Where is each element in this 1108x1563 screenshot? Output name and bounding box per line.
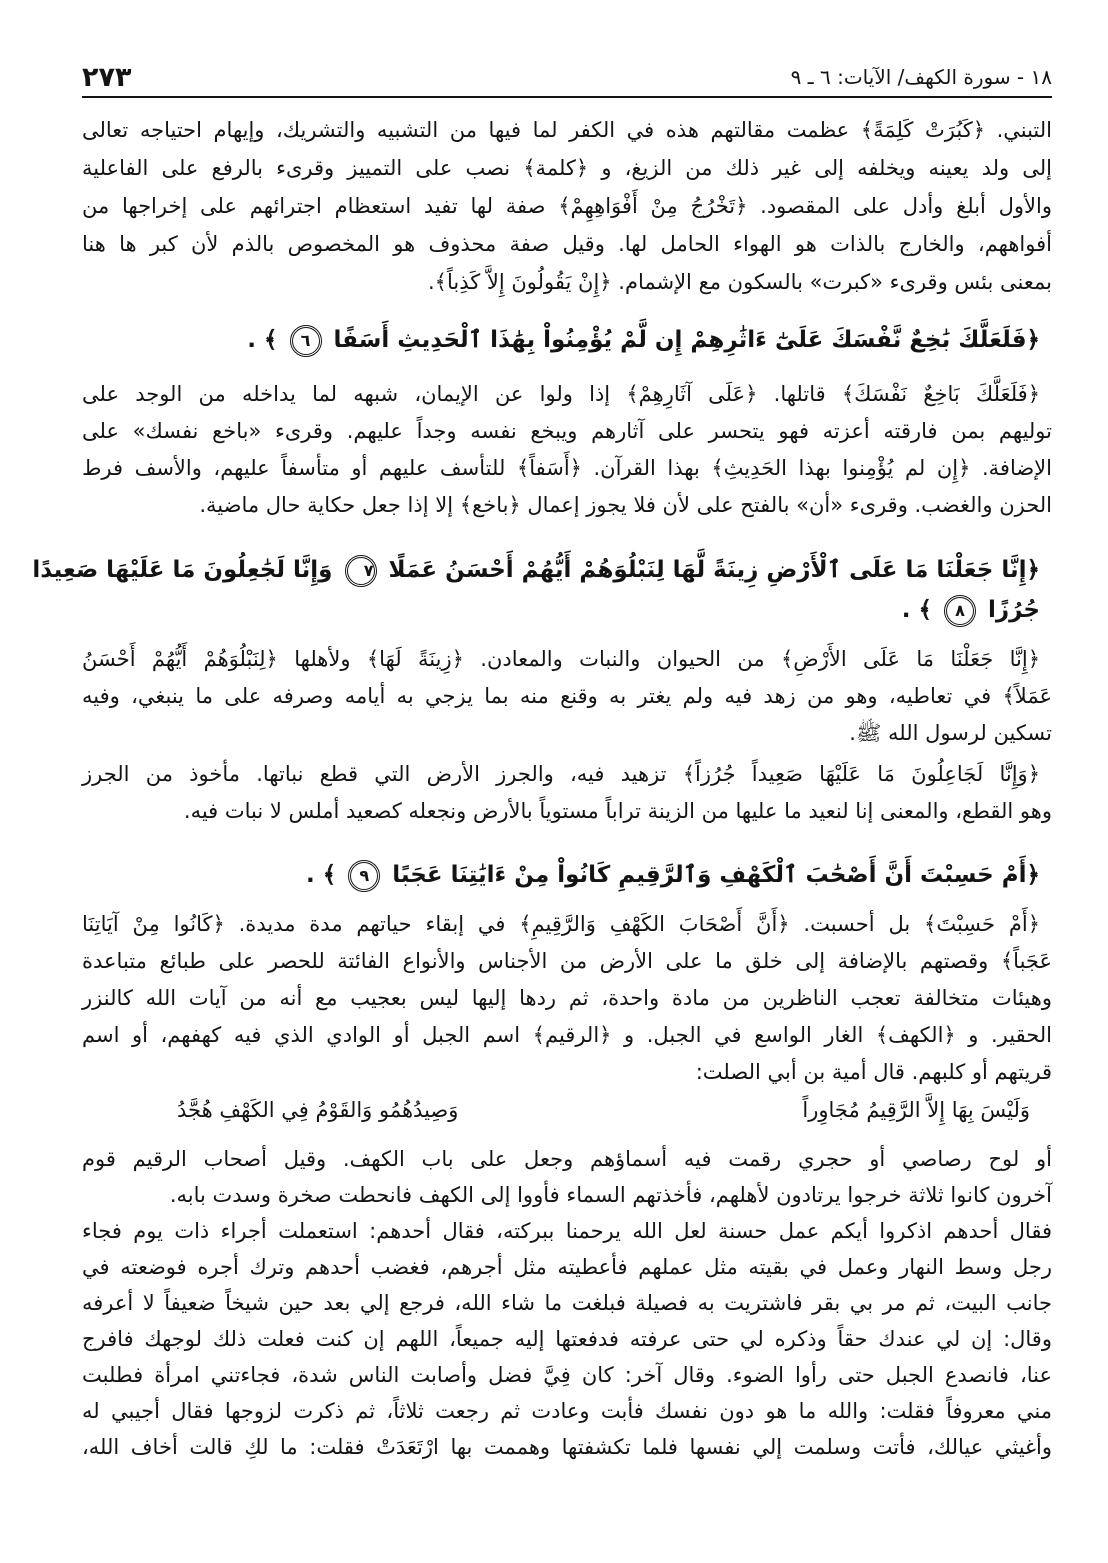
text-line: والأول أبلغ وأدل على المقصود. ﴿تَخْرُجُ مِنْ أَفْوَاهِهِمْ﴾ صفة لها تفيد استعظام اجترائهم على إخراجها من bbox=[82, 194, 1052, 218]
text-line: الحزن والغضب. وقرىء «أن» بالفتح على لأن فلا يجوز إعمال ﴿باخع﴾ إلا إذا جعل حكاية حال ماضية. bbox=[199, 493, 1052, 517]
text-line: عَمَلاً﴾ في تعاطيه، وهو من زهد فيه ولم يغتر به وقنع منه بما يزجي به أيامه وصرفه على ما ينبغي، وفيه bbox=[82, 684, 1052, 708]
text-line: أو لوح رصاصي أو حجري رقمت فيه أسماؤهم وجعل على باب الكهف. وقيل أصحاب الرقيم قوم bbox=[82, 1147, 1052, 1171]
verse-line bbox=[82, 590, 1052, 630]
quran-verse bbox=[32, 550, 1052, 630]
text-line: الإضافة. ﴿إِن لم يُؤْمِنوا بهذا الحَدِيثِ﴾ بهذا القرآن. ﴿أَسَفاً﴾ للتأسف عليهم أو متأسفاً عليهم، والأسف فرط bbox=[82, 456, 1052, 480]
ayah-number-marker: ٧ bbox=[345, 555, 377, 587]
text-line: عنا، فانصدع الجبل حتى رأوا الضوء. وقال آخر: كان فِيَّ فضل وأصابت الناس شدة، فجاءتني امرأة فطلبت bbox=[82, 1363, 1052, 1387]
verse-text: وَإِنَّا لَجَٰعِلُونَ مَا عَلَيْهَا صَعِيدًا bbox=[32, 557, 333, 583]
quran-verse bbox=[82, 317, 1052, 363]
text-line: آخرون كانوا ثلاثة خرجوا يرتادون لأهلهم، فأخذتهم السماء فأووا إلى الكهف فانحطت صخرة وسدت بابه. bbox=[169, 1183, 1052, 1207]
text-line: جانب البيت، ثم مر بي بقر فاشتريت به فصيلة فبلغت ما شاء الله، فرجع إلي بعد حين شيخاً ضعيفاً لا أعرفه bbox=[82, 1291, 1052, 1315]
verse-close: ﴾ . bbox=[247, 327, 278, 353]
ayah-number-marker: ٩ bbox=[348, 860, 380, 892]
text-line: تسكين لرسول الله ﷺ. bbox=[849, 721, 1052, 745]
text-line: وأغيثي عيالك، فأتت وسلمت إلي نفسها فلما تكشفتها وهممت بها ارْتَعَدَتْ فقلت: ما لكِ قالت أخاف الله، bbox=[82, 1435, 1052, 1459]
text-line: وهو القطع، والمعنى إنا لنعيد ما عليها من الزينة تراباً مستوياً بالأرض ونجعله كصعيد أملس لا نبات فيه. bbox=[183, 799, 1052, 823]
verse-text: جُرُزًا bbox=[987, 597, 1040, 623]
verse-close: ﴾ . bbox=[306, 862, 337, 888]
poem-first-hemistich: وَلَيْسَ بِهَا إِلاَّ الرَّقِيمُ مُجَاوِراً bbox=[802, 1098, 1030, 1122]
quran-verse bbox=[82, 852, 1052, 898]
commentary-paragraph bbox=[82, 906, 1052, 1091]
text-line: فقال أحدهم اذكروا أيكم عمل حسنة لعل الله يرحمنا ببركته، فقال أحدهم: استعملت أجراء ذات يوم فجاء bbox=[82, 1219, 1052, 1243]
text-line: وقال: إن لي عندك حقاً وذكره لي حتى عرفته فدفعتها إليه جميعاً، اللهم إن كنت فعلت ذلك لوجهك فافرج bbox=[82, 1327, 1052, 1351]
text-line: ﴿أَمْ حَسِبْتَ﴾ بل أحسبت. ﴿أَنَّ أَصْحَابَ الكَهْفِ وَالرَّقِيمِ﴾ في إبقاء حياتهم مدة مديدة. ﴿كَانُوا مِنْ آيَاتِنَا bbox=[82, 912, 1040, 936]
text-line: الحقير. و ﴿الكهف﴾ الغار الواسع في الجبل. و ﴿الرقيم﴾ اسم الجبل أو الوادي الذي فيه كهفهم، أو اسم bbox=[82, 1023, 1052, 1047]
text-line: ﴿وَإِنَّا لَجَاعِلُونَ مَا عَلَيْهَا صَعِيداً جُرُزاً﴾ تزهيد فيه، والجرز الأرض التي قطع نباتها. مأخوذ من الجرز bbox=[82, 762, 1040, 786]
verse-line bbox=[32, 550, 1052, 590]
text-line: أفواههم، والخارج بالذات هو الهواء الحامل لها. وقيل صفة محذوف هو المخصوص بالذم لأن كبر ها هنا bbox=[82, 232, 1052, 256]
commentary-paragraph bbox=[82, 376, 1052, 524]
verse-text: ﴿فَلَعَلَّكَ بَٰخِعٌ نَّفْسَكَ عَلَىٰٓ ءَاثَٰرِهِمْ إِن لَّمْ يُؤْمِنُواْ بِهَٰذَا ٱلْحَدِيثِ أَسَفًا bbox=[333, 327, 1040, 353]
ayah-number-marker: ٨ bbox=[944, 595, 976, 627]
text-line: التبني. ﴿كَبُرَتْ كَلِمَةً﴾ عظمت مقالتهم هذه في الكفر لما فيها من التشبيه والتشريك، وإيهام احتياجه تعالى bbox=[82, 118, 1052, 142]
commentary-paragraph bbox=[82, 756, 1052, 830]
surah-title: ١٨ - سورة الكهف/ الآيات: ٦ ـ ٩ bbox=[790, 65, 1052, 89]
text-line: مني معروفاً فقلت: والله ما هو دون نفسك فأبت وعادت ثم رجعت ثلاثاً، ثم ذكرت لزوجها فقال أجيبي له bbox=[82, 1399, 1052, 1423]
text-line: بمعنى بئس وقرىء «كبرت» بالسكون مع الإشمام. ﴿إِنْ يَقُولُونَ إِلاَّ كَذِباً﴾. bbox=[427, 270, 1052, 294]
commentary-paragraph bbox=[82, 641, 1052, 752]
text-line: رجل وسط النهار وعمل في بقيته مثل عملهم فأعطيته مثل أجرهم، فغضب أحدهم وترك أجره فوضعته في bbox=[82, 1255, 1052, 1279]
verse-line bbox=[82, 852, 1052, 898]
verse-close: ﴾ . bbox=[901, 597, 932, 623]
page-header bbox=[82, 58, 1052, 98]
text-line: إلى ولد يعينه ويخلفه إلى غير ذلك من الزيغ، و ﴿كلمة﴾ نصب على التمييز وقرىء بالرفع على الفاعلية bbox=[82, 156, 1052, 180]
commentary-paragraph bbox=[82, 111, 1052, 301]
text-line: قريتهم أو كلبهم. قال أمية بن أبي الصلت: bbox=[695, 1060, 1052, 1084]
text-line: عَجَباً﴾ وقصتهم بالإضافة إلى خلق ما على الأرض من الأجناس والأنواع الفائتة للحصر على طبائع متباعدة bbox=[82, 949, 1052, 973]
text-line: ﴿فَلَعَلَّكَ بَاخِعٌ نَفْسَكَ﴾ قاتلها. ﴿عَلَى آثَارِهِمْ﴾ إذا ولوا عن الإيمان، شبهه لما يداخله من الوجد على bbox=[82, 382, 1040, 406]
page-body bbox=[32, 111, 1052, 1465]
poem-second-hemistich: وَصِيدُهُمُو وَالقَوْمُ فِي الكَهْفِ هُجَّدُ bbox=[177, 1098, 459, 1122]
page-number: ٢٧٣ bbox=[82, 61, 132, 93]
ayah-number-marker: ٦ bbox=[290, 325, 322, 357]
verse-text: ﴿أَمْ حَسِبْتَ أَنَّ أَصْحَٰبَ ٱلْكَهْفِ وَٱلرَّقِيمِ كَانُواْ مِنْ ءَايَٰتِنَا عَجَبًا bbox=[392, 862, 1040, 888]
text-line: توليهم بمن فارقته أعزته فهو يتحسر على آثارهم ويبخع نفسه وجداً عليهم. وقرىء «باخع نفسك» على bbox=[82, 419, 1052, 443]
verse-text: ﴿إِنَّا جَعَلْنَا مَا عَلَى ٱلْأَرْضِ زِينَةً لَّهَا لِنَبْلُوَهُمْ أَيُّهُمْ أَحْسَنُ عَمَلًا bbox=[388, 557, 1040, 583]
poetry-verse bbox=[82, 1091, 1052, 1129]
text-line: ﴿إِنَّا جَعَلْنَا مَا عَلَى الأَرْضِ﴾ من الحيوان والنبات والمعادن. ﴿زِينَةً لَهَا﴾ ولأهلها ﴿لِنَبْلُوَهُمْ أَيُّهُمْ أَحْسَنُ bbox=[82, 647, 1040, 671]
verse-line bbox=[82, 317, 1052, 363]
text-line: وهيئات متخالفة تعجب الناظرين من مادة واحدة، ثم ردها إليها ليس بعجيب مع أنه من آيات الله كالنزر bbox=[82, 986, 1052, 1010]
commentary-paragraph bbox=[82, 1141, 1052, 1465]
